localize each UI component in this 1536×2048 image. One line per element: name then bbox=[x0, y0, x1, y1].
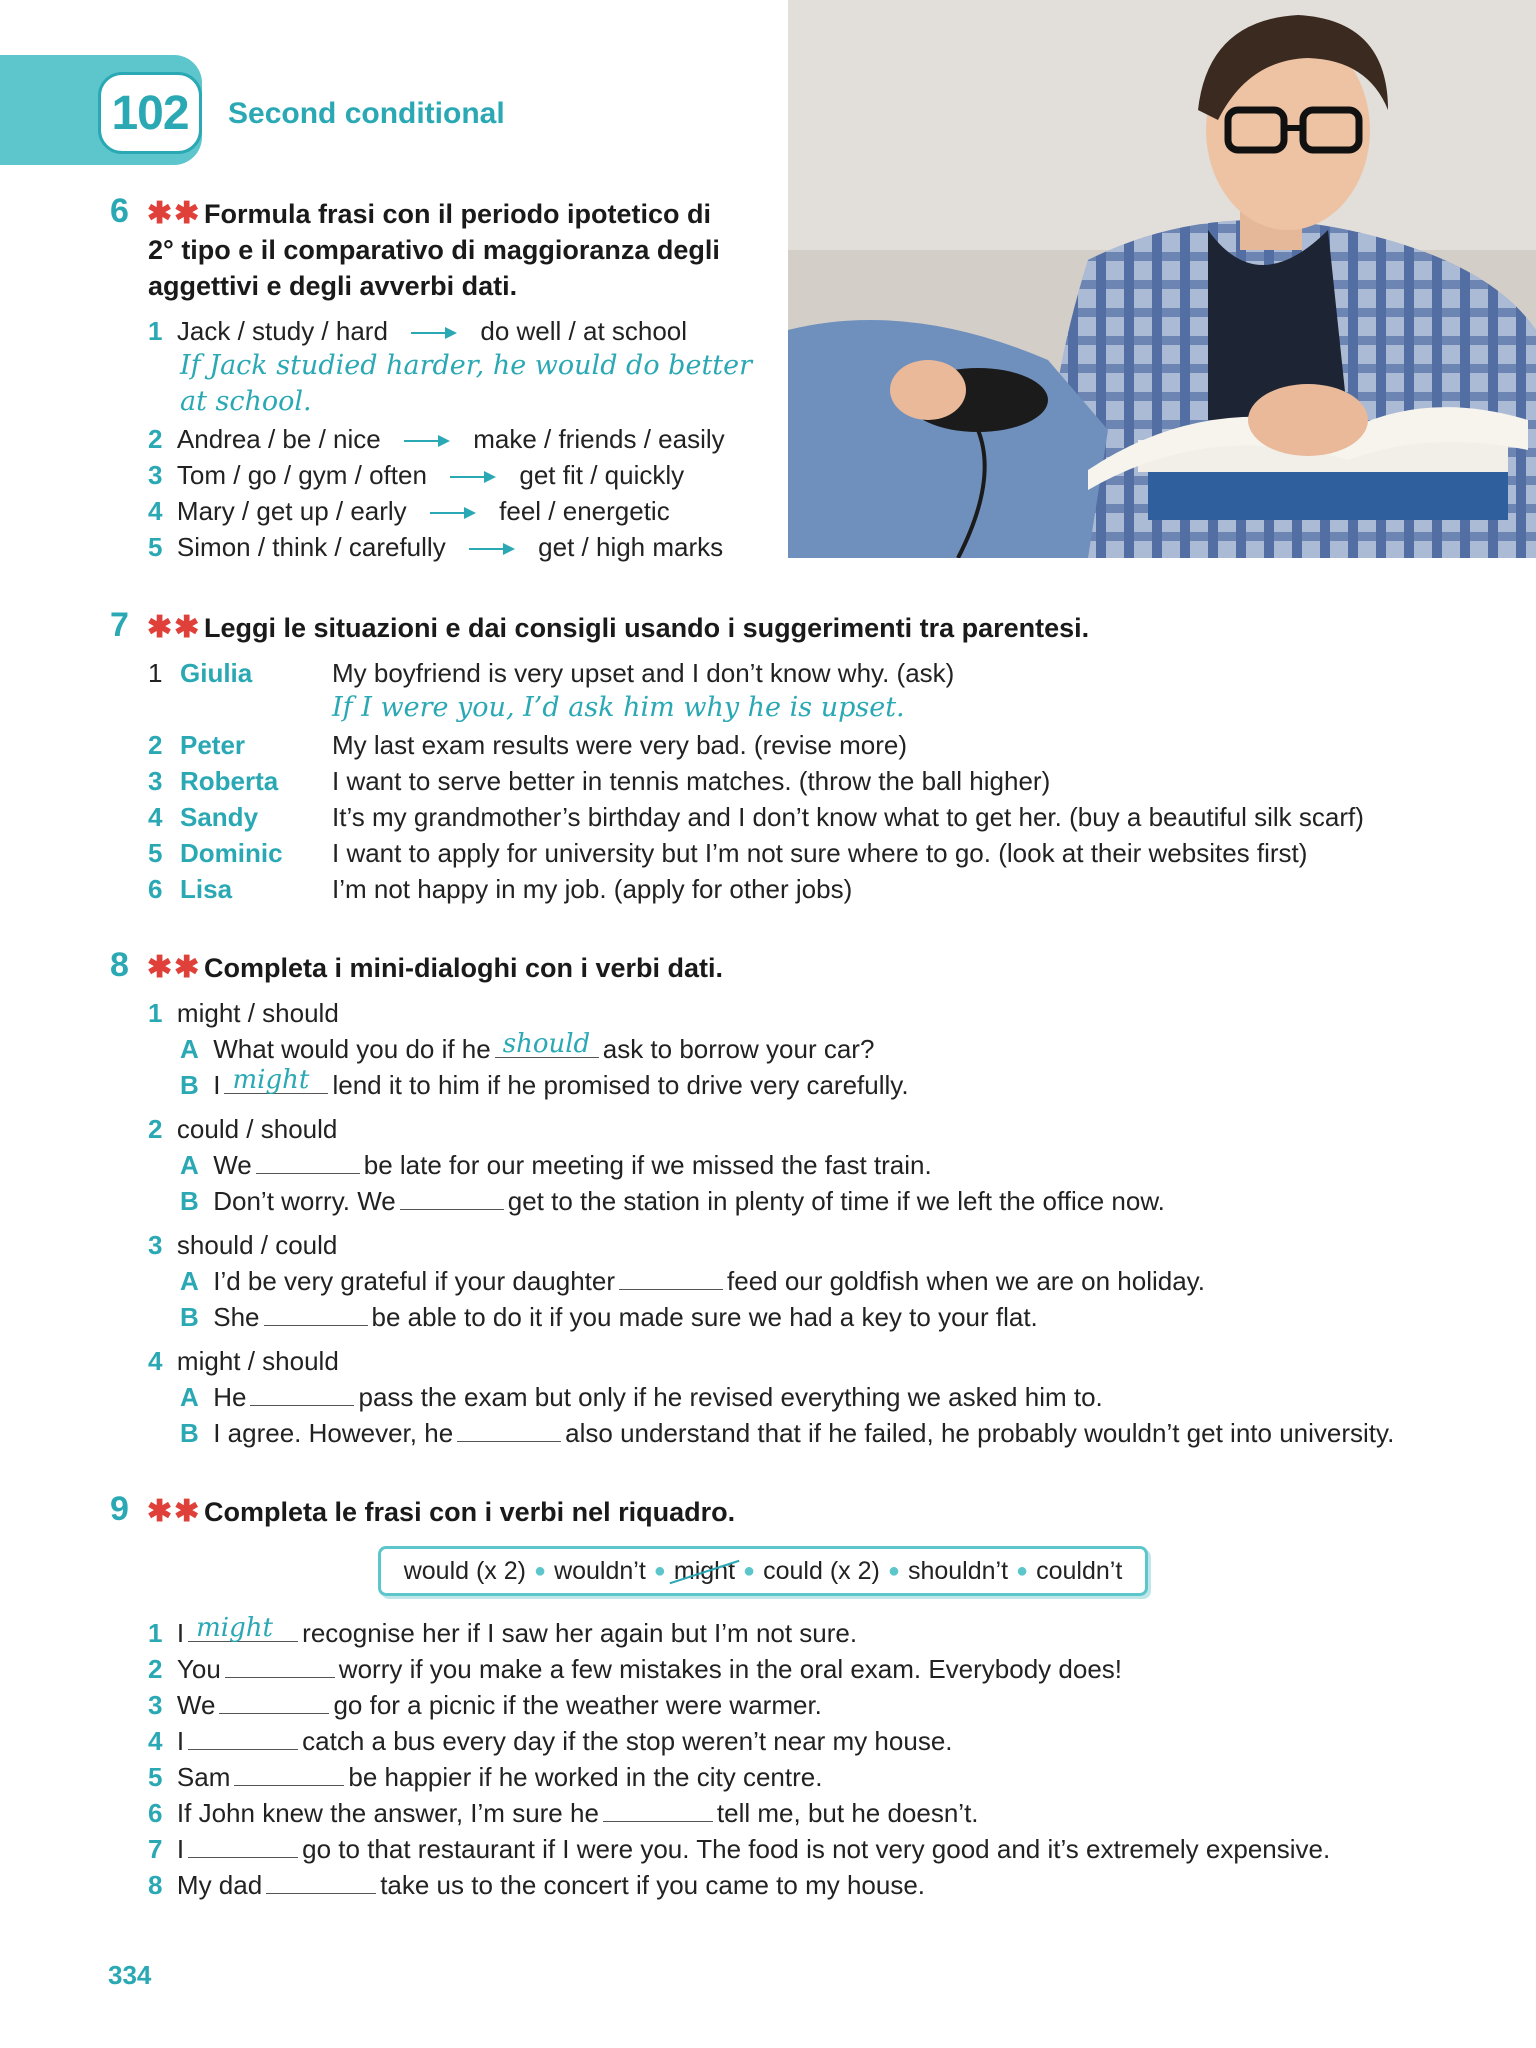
answer-blank[interactable]: should bbox=[495, 1035, 599, 1058]
exercise-6-example-line-2: at school. bbox=[180, 386, 312, 417]
answer-blank[interactable] bbox=[264, 1303, 368, 1326]
exercise-7-situation: I want to apply for university but I’m not sure where to go. (look at their websites first) bbox=[332, 838, 1308, 868]
exercise-9-instruction: Completa le frasi con i verbi nel riquadro. bbox=[204, 1497, 736, 1527]
exercise-8-number: 8 bbox=[110, 946, 129, 984]
difficulty-stars-icon: ✱✱ bbox=[147, 1495, 202, 1528]
exercise-7-item-number: 4 bbox=[148, 802, 163, 832]
exercise-6-item: 2 Andrea / be / nice make / friends / easily bbox=[148, 424, 725, 454]
answer-blank[interactable] bbox=[400, 1187, 504, 1210]
dialogue-line-b: B She be able to do it if you made sure we had a key to your flat. bbox=[180, 1302, 1038, 1332]
answer-blank[interactable] bbox=[188, 1835, 298, 1858]
answer-blank[interactable] bbox=[266, 1871, 376, 1894]
answer-blank[interactable] bbox=[225, 1655, 335, 1678]
exercise-9-item: 6 If John knew the answer, I’m sure he tell me, but he doesn’t. bbox=[148, 1798, 979, 1828]
exercise-8-instruction: Completa i mini-dialoghi con i verbi dati. bbox=[204, 953, 724, 983]
exercise-6-item: 4 Mary / get up / early feel / energetic bbox=[148, 496, 670, 526]
answer-blank[interactable]: might bbox=[188, 1619, 298, 1642]
dialogue-line-b: B I might lend it to him if he promised to drive very carefully. bbox=[180, 1065, 909, 1100]
exercise-9-item: 5 Sam be happier if he worked in the city centre. bbox=[148, 1762, 823, 1792]
exercise-9-number: 9 bbox=[110, 1490, 129, 1528]
exercise-7-situation: It’s my grandmother’s birthday and I don’t know what to get her. (buy a beautiful silk scarf) bbox=[332, 802, 1364, 832]
answer-blank[interactable] bbox=[219, 1691, 329, 1714]
exercise-7-situation: I’m not happy in my job. (apply for other jobs) bbox=[332, 874, 853, 904]
exercise-6-item: 5 Simon / think / carefully get / high marks bbox=[148, 532, 724, 562]
answer-blank[interactable] bbox=[188, 1727, 298, 1750]
dialogue-line-b: B I agree. However, he also understand that if he failed, he probably wouldn’t get into university. bbox=[180, 1418, 1395, 1448]
page-number: 334 bbox=[108, 1960, 152, 1990]
difficulty-stars-icon: ✱✱ bbox=[147, 197, 202, 230]
exercise-6-item: 1 Jack / study / hard do well / at school bbox=[148, 316, 688, 346]
exercise-9-item: 3 We go for a picnic if the weather were warmer. bbox=[148, 1690, 822, 1720]
exercise-6-instruction-line-1: Formula frasi con il periodo ipotetico di bbox=[204, 199, 712, 229]
unit-title: Second conditional bbox=[228, 97, 505, 130]
arrow-right-icon bbox=[469, 541, 515, 557]
exercise-6-number: 6 bbox=[110, 192, 129, 230]
arrow-right-icon bbox=[430, 505, 476, 521]
answer-blank[interactable] bbox=[234, 1763, 344, 1786]
exercise-9-item: 1 I might recognise her if I saw her again but I’m not sure. bbox=[148, 1613, 858, 1648]
word-box: would (x 2) ● wouldn’t ● might ● could (x 2) ● shouldn’t ● couldn’t bbox=[378, 1546, 1148, 1596]
exercise-9-item: 2 You worry if you make a few mistakes in the oral exam. Everybody does! bbox=[148, 1654, 1123, 1684]
exercise-6-example-line-1: If Jack studied harder, he would do better bbox=[180, 350, 753, 381]
answer-blank[interactable] bbox=[457, 1419, 561, 1442]
exercise-6-instruction-line-2: 2° tipo e il comparativo di maggioranza degli bbox=[148, 235, 720, 265]
arrow-right-icon bbox=[411, 325, 457, 341]
exercise-9-item: 7 I go to that restaurant if I were you. The food is not very good and it’s extremely expensive. bbox=[148, 1834, 1331, 1864]
exercise-7-number: 7 bbox=[110, 606, 129, 644]
exercise-7-item-number: 2 bbox=[148, 730, 163, 760]
exercise-7-item-number: 6 bbox=[148, 874, 163, 904]
answer-blank[interactable] bbox=[603, 1799, 713, 1822]
exercise-7-situation: My boyfriend is very upset and I don’t know why. (ask) bbox=[332, 658, 955, 688]
exercise-7-name: Lisa bbox=[180, 874, 233, 904]
exercise-7-name: Sandy bbox=[180, 802, 259, 832]
exercise-9-item: 4 I catch a bus every day if the stop weren’t near my house. bbox=[148, 1726, 953, 1756]
dialogue-line-a: A I’d be very grateful if your daughter feed our goldfish when we are on holiday. bbox=[180, 1266, 1205, 1296]
exercise-8-verbs: 2 could / should bbox=[148, 1114, 338, 1144]
exercise-7-item-number: 1 bbox=[148, 658, 163, 688]
answer-blank[interactable] bbox=[619, 1267, 723, 1290]
exercise-7-situation: I want to serve better in tennis matches. (throw the ball higher) bbox=[332, 766, 1051, 796]
exercise-7-name: Peter bbox=[180, 730, 246, 760]
exercise-8-verbs: 1 might / should bbox=[148, 998, 339, 1028]
dialogue-line-a: A He pass the exam but only if he revised everything we asked him to. bbox=[180, 1382, 1103, 1412]
exercise-7-item-number: 5 bbox=[148, 838, 163, 868]
difficulty-stars-icon: ✱✱ bbox=[147, 951, 202, 984]
exercise-6-item: 3 Tom / go / gym / often get fit / quickly bbox=[148, 460, 685, 490]
dialogue-line-b: B Don’t worry. We get to the station in plenty of time if we left the office now. bbox=[180, 1186, 1165, 1216]
exercise-7-name: Roberta bbox=[180, 766, 279, 796]
exercise-8-verbs: 4 might / should bbox=[148, 1346, 339, 1376]
answer-blank[interactable] bbox=[256, 1151, 360, 1174]
exercise-7-situation: My last exam results were very bad. (revise more) bbox=[332, 730, 908, 760]
arrow-right-icon bbox=[450, 469, 496, 485]
answer-blank[interactable] bbox=[250, 1383, 354, 1406]
student-photo bbox=[788, 0, 1536, 558]
student-illustration bbox=[788, 0, 1536, 558]
arrow-right-icon bbox=[404, 433, 450, 449]
exercise-8-verbs: 3 should / could bbox=[148, 1230, 338, 1260]
difficulty-stars-icon: ✱✱ bbox=[147, 611, 202, 644]
unit-number-badge: 102 bbox=[98, 72, 202, 154]
exercise-9-item: 8 My dad take us to the concert if you came to my house. bbox=[148, 1870, 926, 1900]
exercise-7-example-answer: If I were you, I’d ask him why he is upset. bbox=[332, 692, 905, 723]
dialogue-line-a: A What would you do if he should ask to borrow your car? bbox=[180, 1029, 875, 1064]
used-word: might bbox=[673, 1556, 736, 1585]
exercise-7-name: Dominic bbox=[180, 838, 283, 868]
answer-blank[interactable]: might bbox=[224, 1071, 328, 1094]
exercise-6-instruction-line-3: aggettivi e degli avverbi dati. bbox=[148, 271, 518, 301]
dialogue-line-a: A We be late for our meeting if we missed the fast train. bbox=[180, 1150, 932, 1180]
exercise-7-name: Giulia bbox=[180, 658, 253, 688]
exercise-7-instruction: Leggi le situazioni e dai consigli usando i suggerimenti tra parentesi. bbox=[204, 613, 1090, 643]
exercise-7-item-number: 3 bbox=[148, 766, 163, 796]
